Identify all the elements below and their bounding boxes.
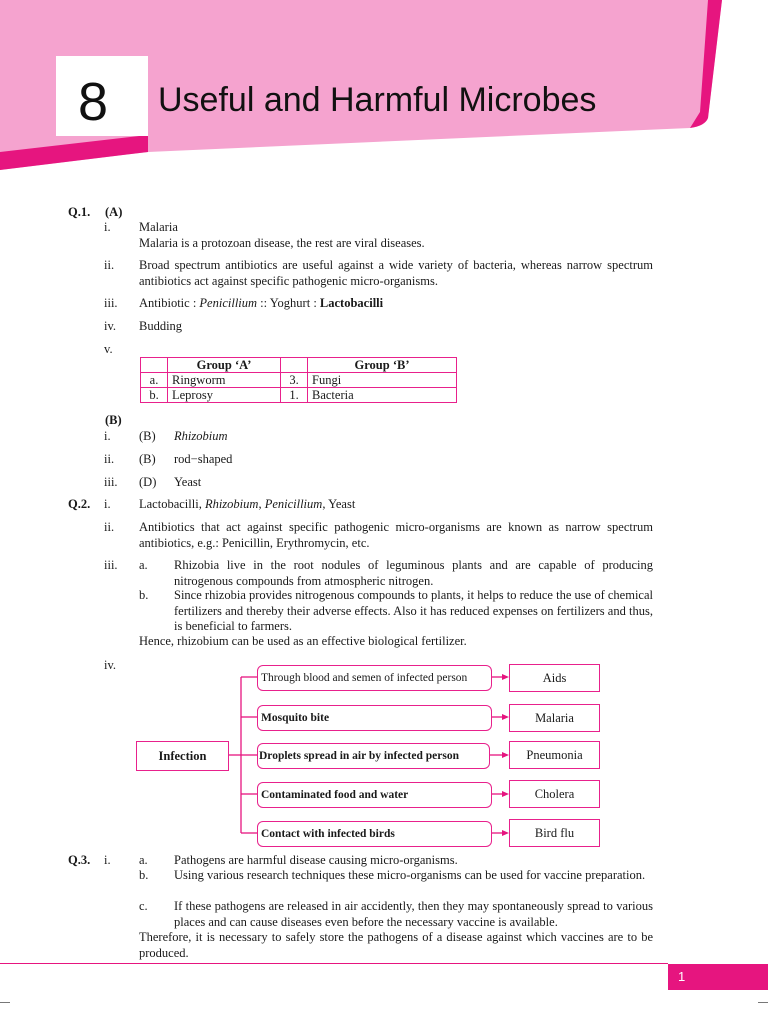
q1-iv-text: Budding bbox=[139, 319, 183, 333]
q2-iii-a-num: a. bbox=[139, 558, 148, 572]
cause-box bbox=[257, 782, 492, 808]
analogy-part: Lactobacilli bbox=[319, 296, 384, 310]
q2-number: Q.2. bbox=[68, 497, 91, 511]
cause-box bbox=[257, 743, 490, 769]
disease-label: Bird flu bbox=[534, 825, 575, 840]
q2-iv-num: iv. bbox=[104, 658, 117, 672]
crop-mark bbox=[0, 1002, 10, 1003]
disease-box bbox=[509, 704, 600, 732]
table-header-b: Group ‘B’ bbox=[308, 358, 457, 373]
text-part: Rhizobium bbox=[204, 497, 259, 511]
q3-c-text: If these pathogens are released in air accidently, then they may spontaneously spread to various places and can cause diseases even before the necessary vaccine is available. bbox=[174, 899, 653, 929]
text-part: Penicillium bbox=[264, 497, 323, 511]
q1-b-i-option: (B) bbox=[139, 429, 156, 443]
disease-box bbox=[509, 664, 600, 692]
q1-part-b: (B) bbox=[105, 413, 122, 427]
cause-label: Droplets spread in air by infected person bbox=[259, 750, 459, 762]
q1-part-a: (A) bbox=[105, 205, 123, 219]
q1-v-num: v. bbox=[104, 342, 113, 356]
q2-i-num: i. bbox=[104, 497, 111, 511]
footer-rule bbox=[0, 963, 668, 964]
q3-a-text: Pathogens are harmful disease causing micro-organisms. bbox=[174, 853, 458, 867]
table-cell: a. bbox=[141, 373, 168, 388]
q2-iii-b-text: Since rhizobia provides nitrogenous compounds to plants, it helps to reduce the use of chemical fertilizers and thereby their adverse effects. Also it has reduced expenses on fertilizers and thus, is beneficial to farmers. bbox=[174, 588, 653, 633]
cause-box bbox=[257, 665, 492, 691]
table-cell: Fungi bbox=[308, 373, 457, 388]
crop-mark bbox=[758, 1002, 768, 1003]
disease-box bbox=[509, 819, 600, 847]
q2-iii-b-num: b. bbox=[139, 588, 149, 602]
disease-label: Cholera bbox=[534, 786, 575, 801]
cause-box bbox=[257, 705, 492, 731]
q2-ii-text: Antibiotics that act against specific pathogenic micro-organisms are known as narrow spectrum antibiotics, e.g.: Penicillin, Erythromycin, etc. bbox=[139, 520, 653, 550]
q1-b-iii-answer: Yeast bbox=[174, 475, 202, 489]
q3-c-num: c. bbox=[139, 899, 148, 913]
q3-b-num: b. bbox=[139, 868, 149, 882]
table-header-a: Group ‘A’ bbox=[168, 358, 281, 373]
q1-b-ii-answer: rod−shaped bbox=[174, 452, 233, 466]
table-cell: b. bbox=[141, 388, 168, 403]
q3-a-num: a. bbox=[139, 853, 148, 867]
q1-b-i-num: i. bbox=[104, 429, 111, 443]
chapter-title: Useful and Harmful Microbes bbox=[158, 81, 597, 119]
text-part: Lactobacilli, bbox=[139, 497, 205, 511]
table-cell: Ringworm bbox=[168, 373, 281, 388]
q1-b-iii-option: (D) bbox=[139, 475, 157, 489]
q3-conclusion: Therefore, it is necessary to safely store the pathogens of a disease against which vaccines are to be produced. bbox=[139, 930, 653, 960]
q1-iii-num: iii. bbox=[104, 296, 118, 310]
q1-iv-num: iv. bbox=[104, 319, 117, 333]
q1-b-iii-num: iii. bbox=[104, 475, 118, 489]
page-number: 1 bbox=[678, 969, 686, 984]
chapter-number: 8 bbox=[78, 72, 109, 132]
analogy-part: :: Yoghurt : bbox=[257, 296, 320, 310]
disease-box bbox=[509, 741, 600, 769]
text-part: , bbox=[258, 497, 265, 511]
q1-number: Q.1. bbox=[68, 205, 91, 219]
table-cell: 3. bbox=[281, 373, 308, 388]
disease-label: Aids bbox=[542, 670, 567, 685]
disease-label: Pneumonia bbox=[526, 747, 583, 762]
cause-label: Contaminated food and water bbox=[261, 789, 409, 801]
cause-label: Contact with infected birds bbox=[261, 828, 395, 840]
q1-i-num: i. bbox=[104, 220, 111, 234]
cause-box bbox=[257, 821, 492, 847]
q1-ii-text: Broad spectrum antibiotics are useful against a wide variety of bacteria, whereas narrow spectrum antibiotics act against specific pathogenic micro-organisms. bbox=[139, 258, 653, 288]
q3-i-num: i. bbox=[104, 853, 111, 867]
text-part: , Yeast bbox=[322, 497, 356, 511]
q2-iii-a-text: Rhizobia live in the root nodules of leguminous plants and are capable of producing nitrogenous compounds from atmospheric nitrogen. bbox=[174, 558, 653, 588]
q3-b-text: Using various research techniques these micro-organisms can be used for vaccine preparation. bbox=[174, 868, 646, 882]
q2-iii-num: iii. bbox=[104, 558, 118, 572]
q1-b-ii-option: (B) bbox=[139, 452, 156, 466]
page-number-badge bbox=[668, 964, 768, 990]
cause-label: Mosquito bite bbox=[261, 712, 330, 724]
q1-b-i-answer: Rhizobium bbox=[174, 429, 228, 443]
q2-ii-num: ii. bbox=[104, 520, 115, 534]
table-cell: Leprosy bbox=[168, 388, 281, 403]
q1-ii-num: ii. bbox=[104, 258, 115, 272]
cause-label: Through blood and semen of infected person bbox=[261, 672, 468, 684]
infection-root-box bbox=[136, 741, 229, 771]
q1-b-ii-num: ii. bbox=[104, 452, 115, 466]
infection-root-label: Infection bbox=[158, 748, 207, 763]
disease-label: Malaria bbox=[535, 710, 574, 725]
q2-iii-conclusion: Hence, rhizobium can be used as an effective biological fertilizer. bbox=[139, 634, 467, 648]
q3-number: Q.3. bbox=[68, 853, 91, 867]
q1-i-answer: Malaria bbox=[139, 220, 178, 234]
table-cell: Bacteria bbox=[308, 388, 457, 403]
q1-i-explanation: Malaria is a protozoan disease, the rest are viral diseases. bbox=[139, 236, 425, 250]
analogy-part: Antibiotic : bbox=[139, 296, 200, 310]
disease-box bbox=[509, 780, 600, 808]
analogy-part: Penicillium bbox=[199, 296, 258, 310]
table-cell: 1. bbox=[281, 388, 308, 403]
